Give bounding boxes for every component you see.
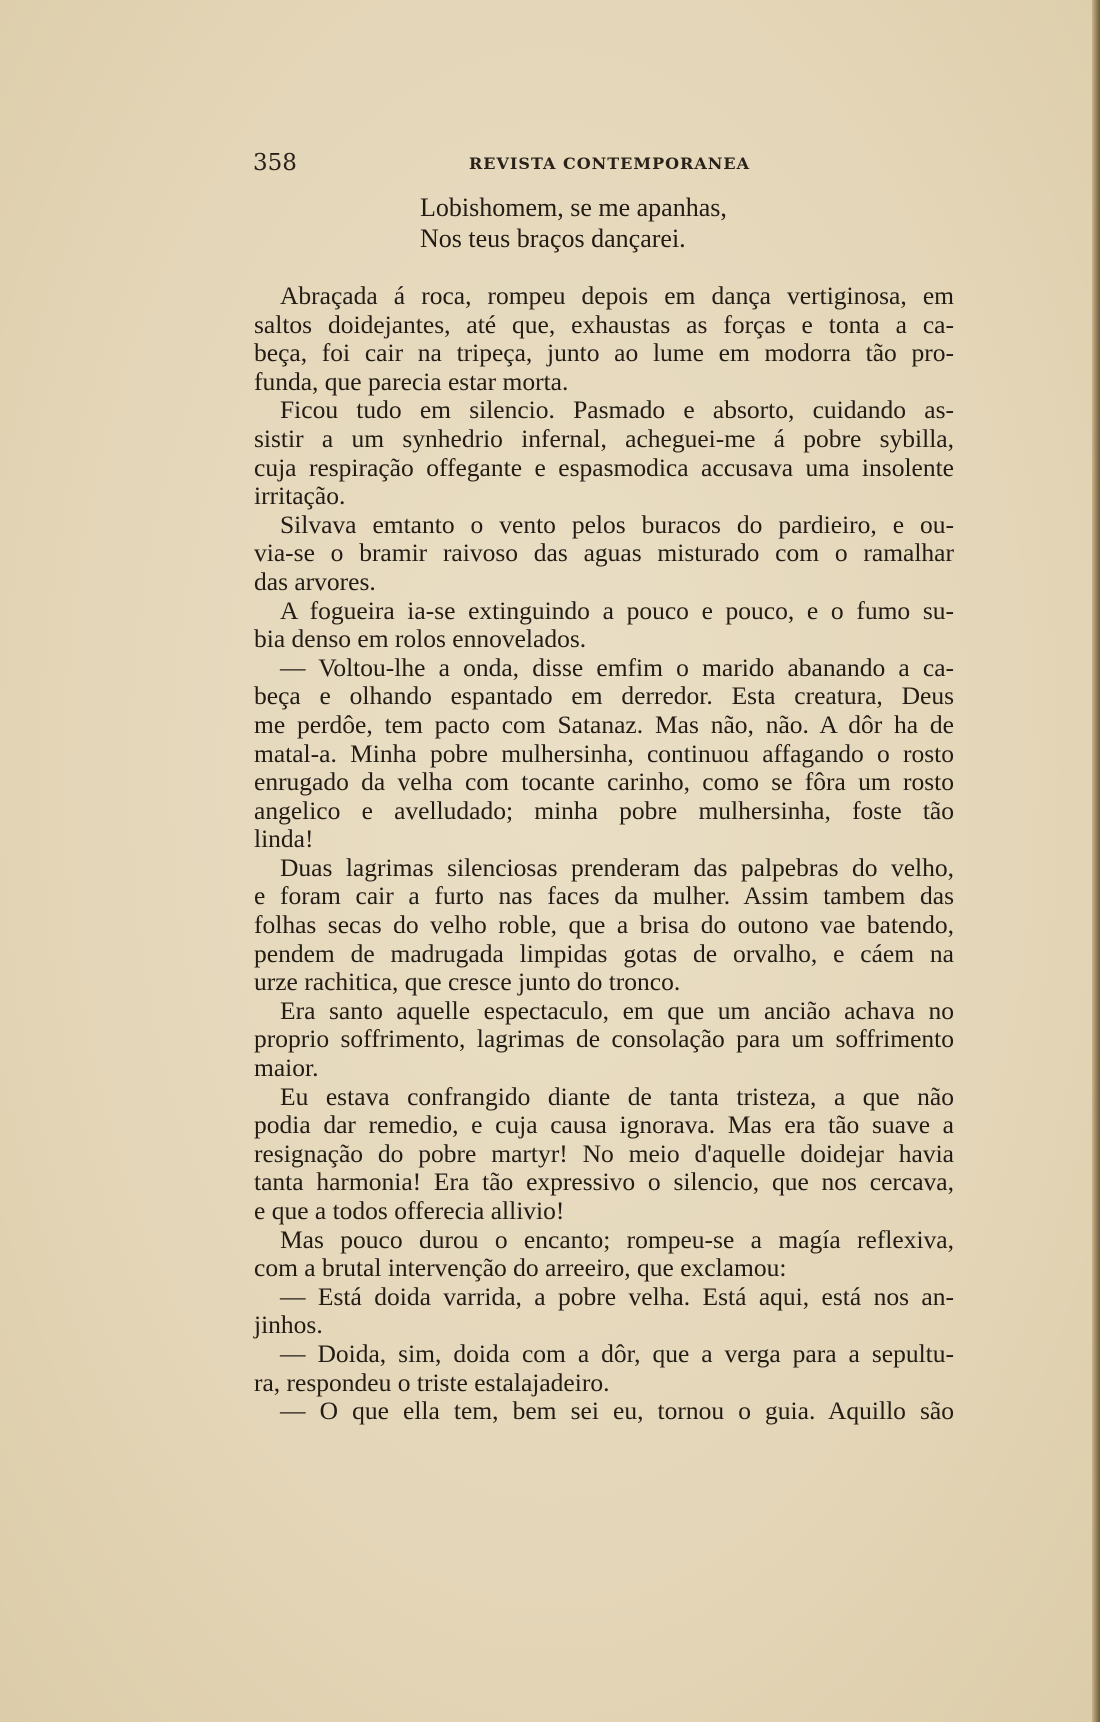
verse-line: Nos teus braços dançarei. [420,224,686,253]
text-line: Duas lagrimas silenciosas prenderam das palpebras do velho, [280,852,954,882]
text-line: via-se o bramir raivoso das aguas misturado com o ramalhar [254,538,954,568]
page-header [253,150,953,180]
text-line: resignação do pobre martyr! No meio d'aquelle doidejar havia [254,1138,954,1168]
verse-line: Lobishomem, se me apanhas, [420,193,727,222]
text-line: angelico e avelludado; minha pobre mulhersinha, foste tão [254,795,954,825]
text-line: ra, respondeu o triste estalajadeiro. [254,1367,610,1397]
text-line: me perdôe, tem pacto com Satanaz. Mas não, não. A dôr ha de [254,709,954,739]
text-line: proprio soffrimento, lagrimas de consolação para um soffrimento [254,1024,954,1054]
text-line: jinhos. [254,1310,323,1340]
text-line: — O que ella tem, bem sei eu, tornou o guia. Aquillo são [280,1396,954,1426]
text-line: enrugado da velha com tocante carinho, como se fôra um rosto [254,767,954,797]
text-line: funda, que parecia estar morta. [254,366,569,396]
text-line: cuja respiração offegante e espasmodica accusava uma insolente [254,452,954,482]
text-line: linda! [254,824,314,854]
text-line: com a brutal intervenção do arreeiro, que exclamou: [254,1253,787,1283]
running-title: REVISTA CONTEMPORANEA [469,154,750,173]
text-line: matal-a. Minha pobre mulhersinha, continuou affagando o rosto [254,738,954,768]
text-line: das arvores. [254,566,376,596]
page-number: 358 [253,150,297,176]
text-line: beça e olhando espantado em derredor. Esta creatura, Deus [254,681,954,711]
text-line: maior. [254,1053,319,1083]
body-text [254,282,954,1426]
text-line: Silvava emtanto o vento pelos buracos do pardieiro, e ou- [280,509,954,539]
text-line: urze rachitica, que cresce junto do tronco. [254,967,681,997]
text-line: e foram cair a furto nas faces da mulher. Assim tambem das [254,881,954,911]
text-line: sistir a um synhedrio infernal, acheguei-me á pobre sybilla, [254,423,954,453]
text-line: folhas secas do velho roble, que a brisa do outono vae batendo, [254,910,954,940]
text-line: Eu estava confrangido diante de tanta tristeza, a que não [280,1081,954,1111]
text-line: Era santo aquelle espectaculo, em que um ancião achava no [280,995,954,1025]
text-line: irritação. [254,481,346,511]
text-line: — Voltou-lhe a onda, disse emfim o marido abanando a ca- [280,652,954,682]
text-line: — Está doida varrida, a pobre velha. Está aqui, está nos an- [280,1281,954,1311]
text-line: podia dar remedio, e cuja causa ignorava. Mas era tão suave a [254,1110,954,1140]
text-line: A fogueira ia-se extinguindo a pouco e pouco, e o fumo su- [280,595,954,625]
text-line: bia denso em rolos ennovelados. [254,624,587,654]
text-line: saltos doidejantes, até que, exhaustas as forças e tonta a ca- [254,309,954,339]
text-line: Ficou tudo em silencio. Pasmado e absorto, cuidando as- [280,395,954,425]
page-edge [1092,0,1100,1722]
verse-block [420,192,727,254]
text-line: e que a todos offerecia allivio! [254,1196,565,1225]
text-line: — Doida, sim, doida com a dôr, que a verga para a sepultu- [280,1338,954,1368]
text-line: pendem de madrugada limpidas gotas de orvalho, e cáem na [254,938,954,968]
text-line: beça, foi cair na tripeça, junto ao lume em modorra tão pro- [254,338,954,368]
text-line: tanta harmonia! Era tão expressivo o silencio, que nos cercava, [254,1167,954,1197]
text-line: Abraçada á roca, rompeu depois em dança vertiginosa, em [280,281,954,310]
text-line: Mas pouco durou o encanto; rompeu-se a magía reflexiva, [280,1224,954,1254]
